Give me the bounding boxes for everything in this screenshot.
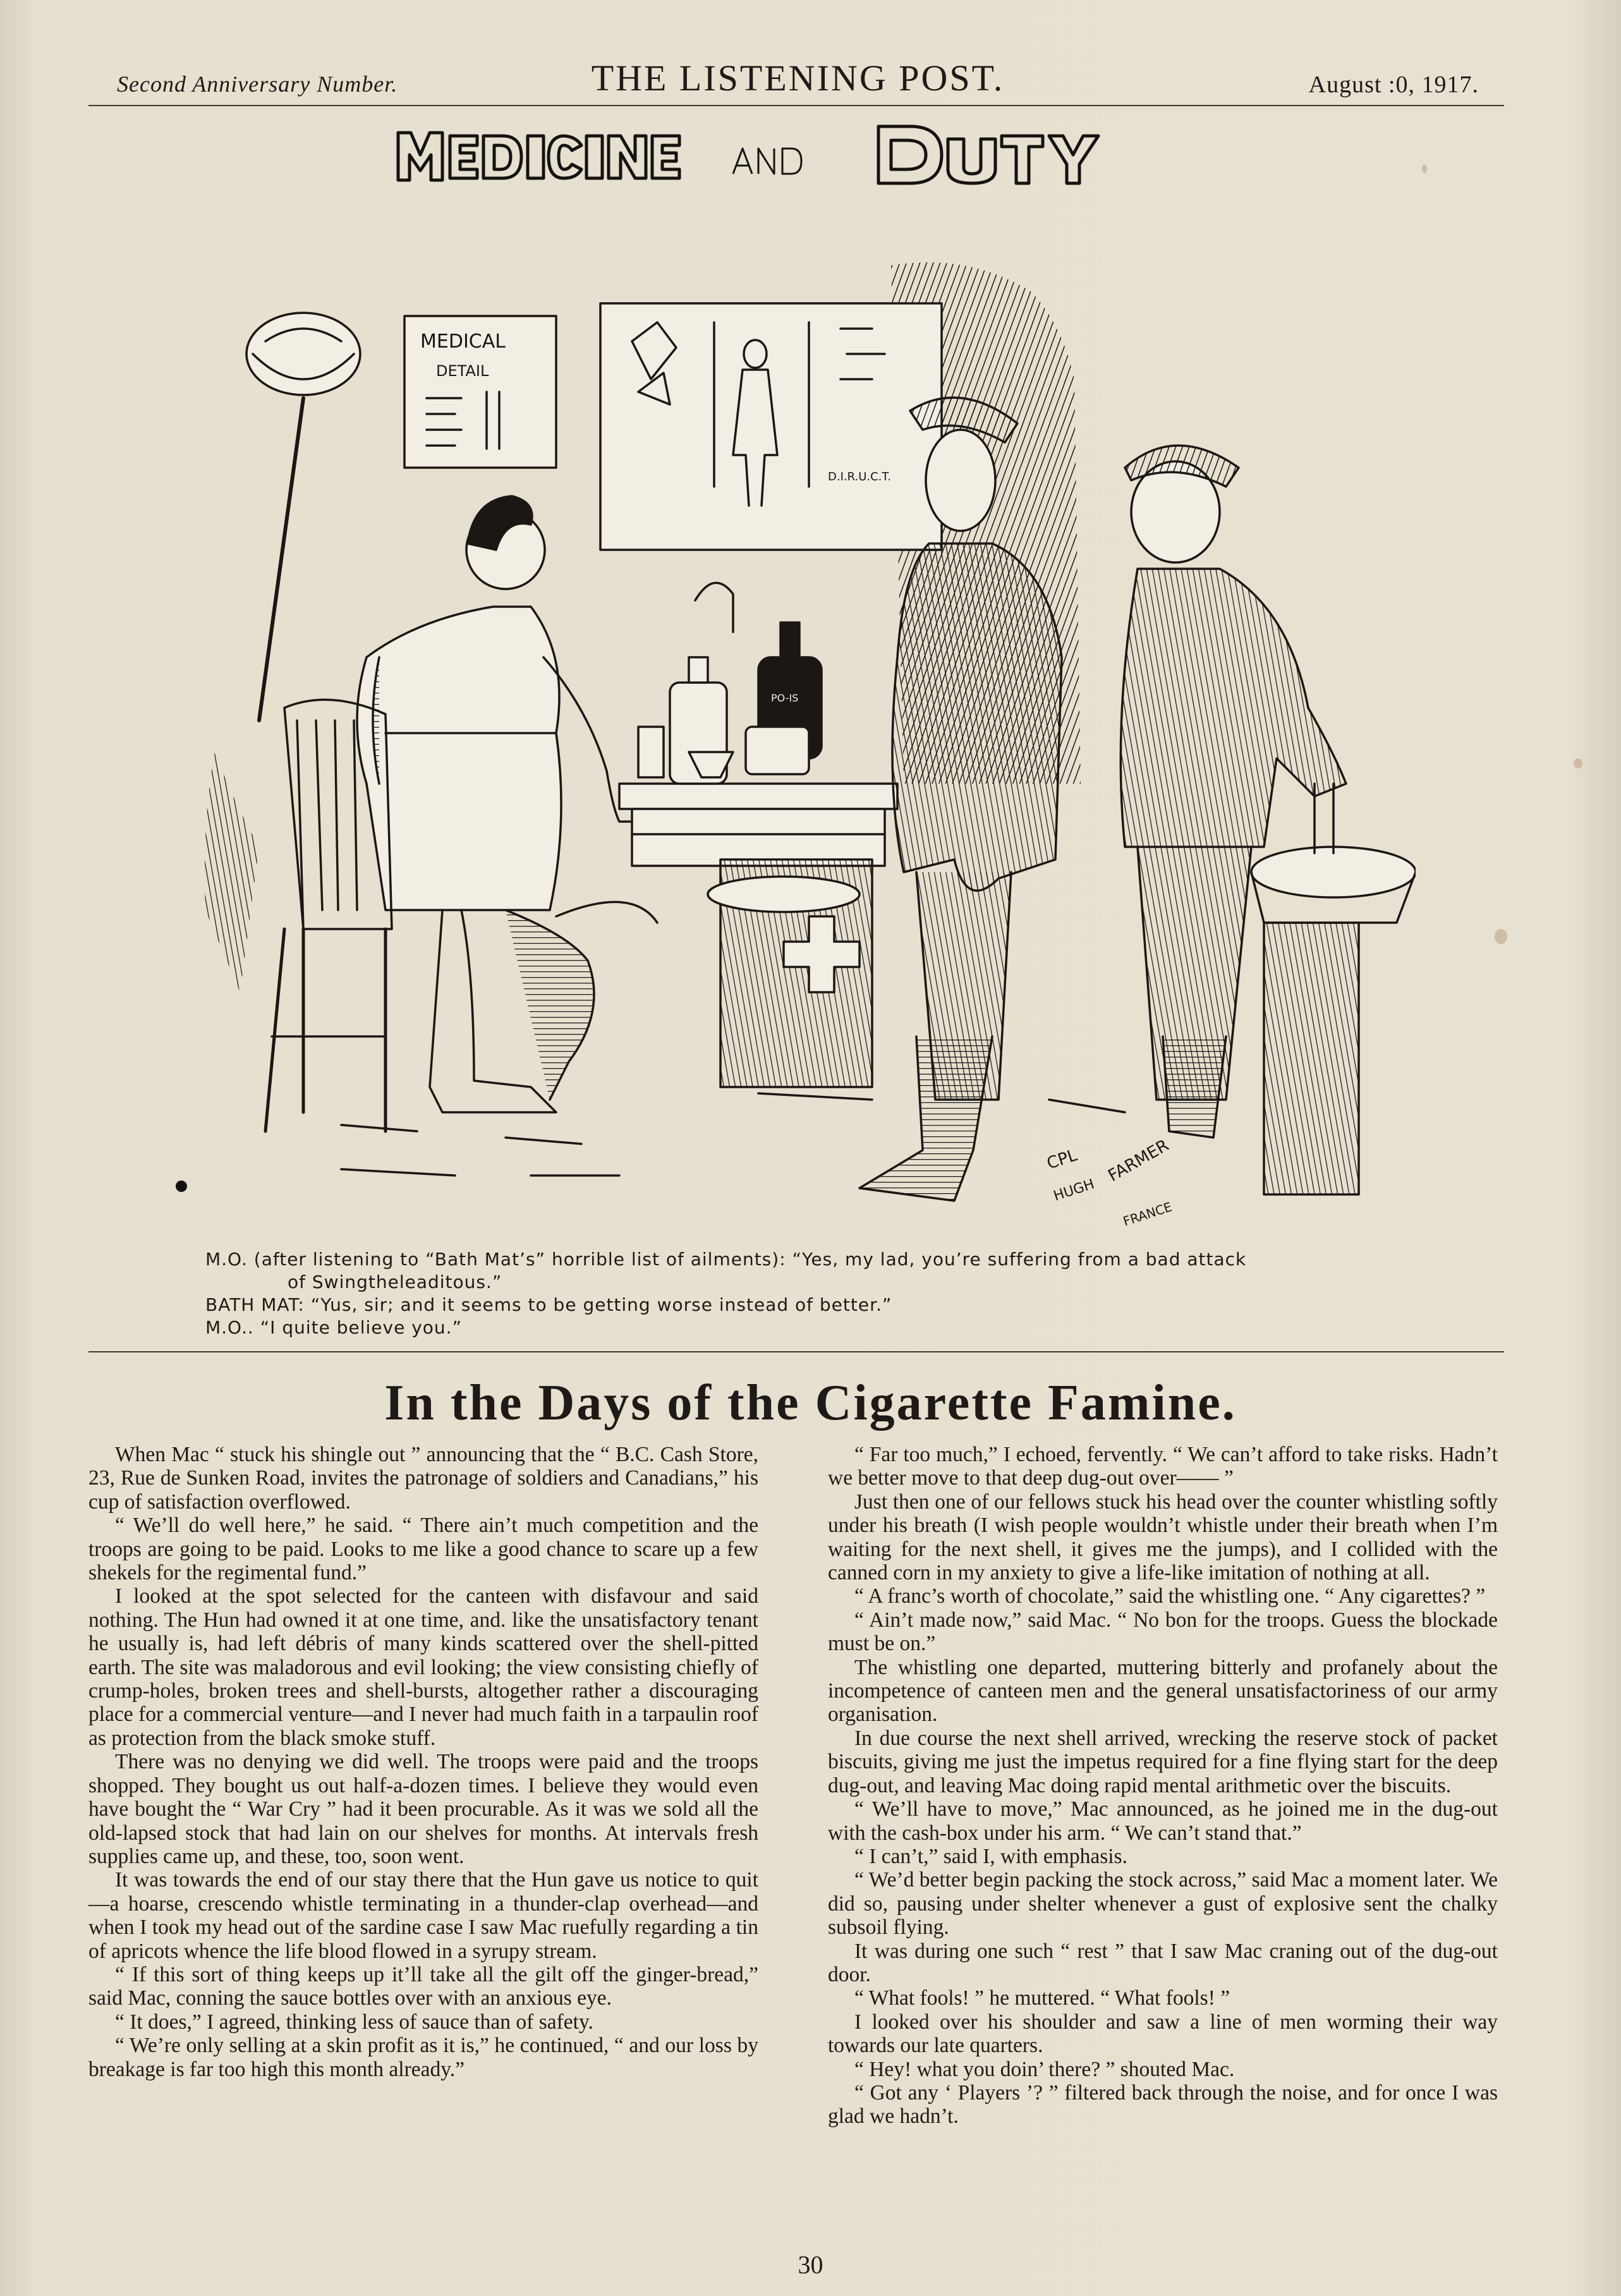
- article-right-column: [828, 1443, 1498, 2129]
- paragraph: “ We’ll have to move,” Mac announced, as he joined me in the dug-out with the cash-box under his arm. “ We can’t stand that.”: [828, 1797, 1498, 1845]
- svg-text:CPL: CPL: [1044, 1146, 1080, 1174]
- paragraph: It was towards the end of our stay there that the Hun gave us notice to quit—a hoarse, crescendo whistle terminating in a thunder-clap overhead—and when I took my head out of the sardine case I saw Mac ruefully regarding a tin of apricots whence the life blood flowed in a syrupy stream.: [88, 1868, 758, 1963]
- paragraph: “ Ain’t made now,” said Mac. “ No bon for the troops. Guess the blockade must be on.”: [828, 1608, 1498, 1656]
- paragraph: It was during one such “ rest ” that I saw Mac craning out of the dug-out door.: [828, 1939, 1498, 1986]
- svg-text:FRANCE: FRANCE: [1121, 1199, 1174, 1229]
- caption-line: BATH MAT: “Yus, sir; and it seems to be getting worse instead of better.”: [205, 1294, 892, 1315]
- paragraph: “ Hey! what you doin’ there? ” shouted Mac.: [854, 2057, 1235, 2081]
- svg-text:PO-IS: PO-IS: [771, 692, 799, 704]
- section-rule: [88, 1351, 1504, 1352]
- cartoon-caption: [205, 1248, 1406, 1339]
- caption-line: M.O.. “I quite believe you.”: [205, 1317, 463, 1338]
- masthead: THE LISTENING POST.: [591, 58, 1005, 99]
- page-number: 30: [798, 2250, 823, 2279]
- paragraph: “ If this sort of thing keeps up it’ll take all the gilt off the ginger-bread,” said Mac, conning the sauce bottles over with an anxious eye.: [88, 1962, 758, 2010]
- svg-text:DETAIL: DETAIL: [436, 362, 489, 380]
- svg-text:D.I.R.U.C.T.: D.I.R.U.C.T.: [828, 470, 891, 483]
- paper-stain: [1495, 929, 1507, 944]
- cartoon-illustration: [177, 215, 1416, 1239]
- svg-text:MEDICAL: MEDICAL: [420, 331, 506, 353]
- issue-label: Second Anniversary Number.: [117, 71, 398, 97]
- paper-stain: [1422, 164, 1427, 173]
- paragraph: “ We’re only selling at a skin profit as it is,” he continued, “ and our loss by breakage is far too high this month already.”: [88, 2034, 758, 2081]
- cartoon-title-lettering: [392, 120, 1163, 190]
- paragraph: “ What fools! ” he muttered. “ What fools! ”: [854, 1986, 1230, 2010]
- paragraph: “ Far too much,” I echoed, fervently. “ We can’t afford to take risks. Hadn’t we better move to that deep dug-out over—— ”: [828, 1443, 1498, 1490]
- paragraph: In due course the next shell arrived, wrecking the reserve stock of packet biscuits, giving me just the impetus required for a fine flying start for the deep dug-out, and leaving Mac doing rapid mental arithmetic over the biscuits.: [828, 1726, 1498, 1797]
- paper-stain: [1574, 758, 1582, 768]
- paragraph: I looked over his shoulder and saw a line of men worming their way towards our late quarters.: [828, 2010, 1498, 2058]
- paragraph: “ We’d better begin packing the stock across,” said Mac a moment later. We did so, pausing under shelter whenever a gust of explosive sent the chalky subsoil flying.: [828, 1868, 1498, 1940]
- paragraph: “ We’ll do well here,” he said. “ There ain’t much competition and the troops are going to be paid. Looks to me like a good chance to scare up a few shekels for the regimental fund.”: [88, 1514, 758, 1585]
- paragraph: Just then one of our fellows stuck his head over the counter whistling softly under his breath (I wish people wouldn’t whistle under their breath when I’m waiting for the next shell, it gives me the jumps), and I collided with the canned corn in my anxiety to give a life-like imitation of nothing at all.: [828, 1490, 1498, 1585]
- header-rule: [88, 105, 1504, 106]
- article-title: In the Days of the Cigarette Famine.: [384, 1375, 1237, 1431]
- paragraph: “ Got any ‘ Players ’? ” filtered back through the noise, and for once I was glad we hadn’t.: [828, 2080, 1498, 2129]
- paragraph: “ A franc’s worth of chocolate,” said the whistling one. “ Any cigarettes? ”: [854, 1584, 1486, 1608]
- paragraph: “ I can’t,” said I, with emphasis.: [854, 1844, 1127, 1868]
- caption-line: of Swingtheleaditous.”: [288, 1272, 502, 1292]
- caption-line: M.O. (after listening to “Bath Mat’s” horrible list of ailments): “Yes, my lad, you’re suffering from a bad attack: [205, 1249, 1247, 1270]
- article-left-column: [88, 1443, 758, 2081]
- ink-blot: [176, 1181, 187, 1192]
- paragraph: “ It does,” I agreed, thinking less of sauce than of safety.: [115, 2010, 593, 2034]
- paragraph: There was no denying we did well. The troops were paid and the troops shopped. They bought us out half-a-dozen times. I believe they would even have bought the “ War Cry ” had it been procurable. As it was we sold all the old-lapsed stock that had lain on our shelves for months. At intervals fresh supplies came up, and these, too, soon went.: [88, 1750, 758, 1868]
- page-header: [117, 57, 1479, 107]
- svg-text:FARMER: FARMER: [1105, 1136, 1172, 1186]
- paragraph: The whistling one departed, muttering bitterly and profanely about the incompetence of canteen men and the general unsatisfactoriness of our army organisation.: [828, 1655, 1498, 1727]
- paragraph: I looked at the spot selected for the canteen with disfavour and said nothing. The Hun had owned it at one time, and. like the unsatisfactory tenant he usually is, had left débris of many kinds scattered over the shell-pitted earth. The site was maladorous and evil looking; the view consisting chiefly of crump-holes, broken trees and shell-bursts, altogether rather a discouraging place for a commercial venture—and I never had much faith in a tarpaulin roof as protection from the black smoke stuff.: [88, 1584, 758, 1750]
- paragraph: When Mac “ stuck his shingle out ” announcing that the “ B.C. Cash Store, 23, Rue de Sunken Road, invites the patronage of soldiers and Canadians,” his cup of satisfaction overflowed.: [88, 1443, 758, 1514]
- svg-text:HUGH: HUGH: [1052, 1176, 1096, 1205]
- issue-date: August :0, 1917.: [1308, 71, 1479, 98]
